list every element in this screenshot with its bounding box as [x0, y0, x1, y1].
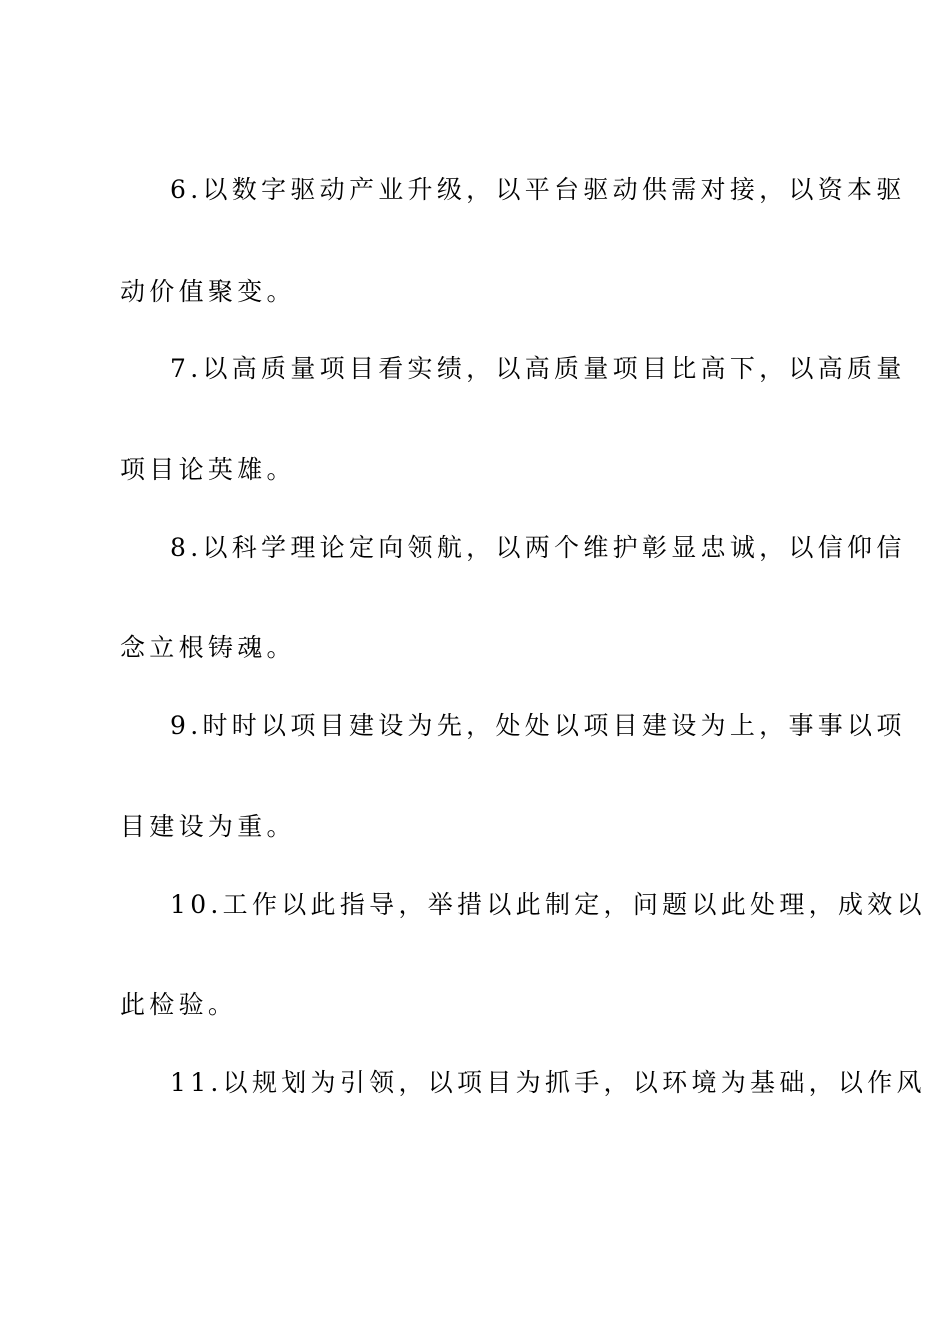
item-7-line-1: 7.以高质量项目看实绩，以高质量项目比高下，以高质量	[170, 354, 906, 383]
item-9-line-2: 目建设为重。	[120, 812, 296, 841]
item-7-line-2: 项目论英雄。	[120, 455, 296, 484]
item-8-line-2: 念立根铸魂。	[120, 633, 296, 662]
item-6-line-2: 动价值聚变。	[120, 277, 296, 306]
item-10-line-2: 此检验。	[120, 990, 238, 1019]
item-6-line-1: 6.以数字驱动产业升级，以平台驱动供需对接，以资本驱	[170, 175, 906, 204]
item-9-line-1: 9.时时以项目建设为先，处处以项目建设为上，事事以项	[170, 711, 906, 740]
item-8-line-1: 8.以科学理论定向领航，以两个维护彰显忠诚，以信仰信	[170, 533, 906, 562]
item-10-line-1: 10.工作以此指导，举措以此制定，问题以此处理，成效以	[170, 890, 926, 919]
item-11-line-1: 11.以规划为引领，以项目为抓手，以环境为基础，以作风	[170, 1068, 926, 1097]
